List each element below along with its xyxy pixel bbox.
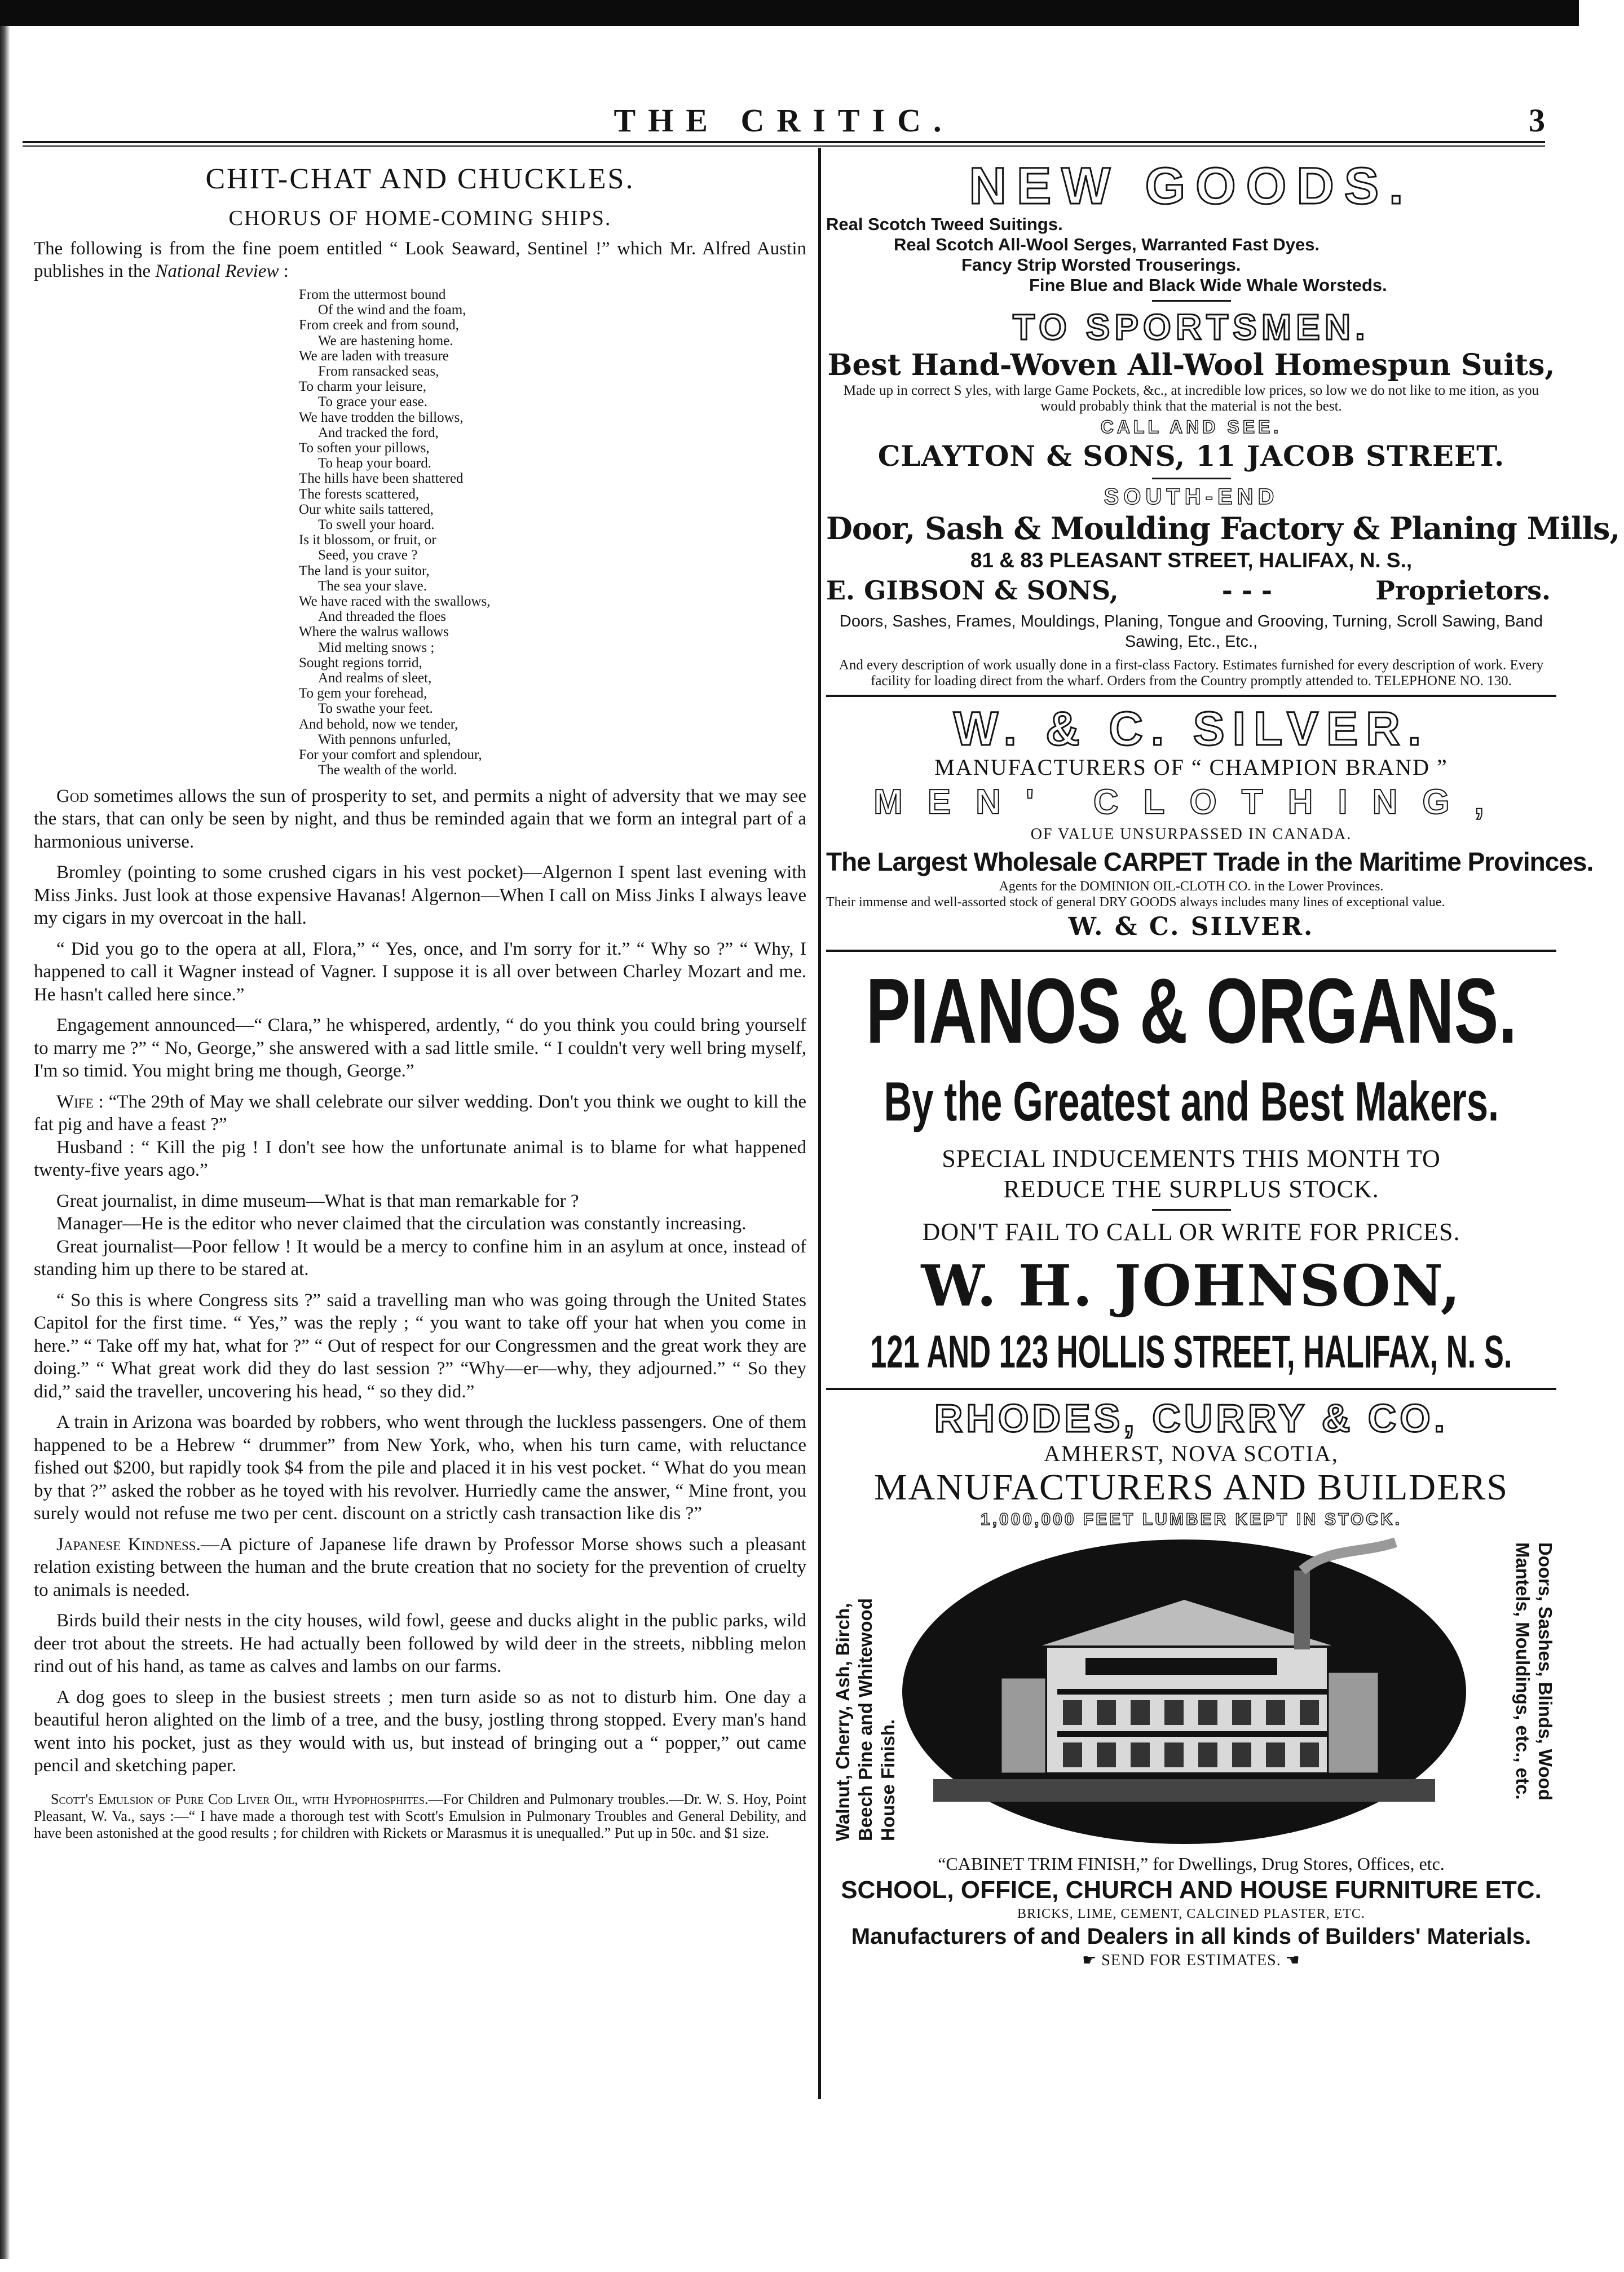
ad-body: And every description of work usually done in a first-class Factory. Estimates furnished for every description of work. Every facility for loading direct from the wharf. Orders from the Country promptly attended to. TELEPHONE NO. 130.: [839, 658, 1544, 689]
divider: [1152, 1209, 1231, 1211]
poem-line: We have trodden the billows,: [299, 409, 464, 425]
ad-line: Agents for the DOMINION OIL-CLOTH CO. in the Lower Provinces.: [999, 879, 1384, 894]
paragraph: Birds build their nests in the city houses, wild fowl, geese and ducks alight in the public parks, wild deer trot about the streets. He had actually been followed by wild deer in the streets, nibbling melon rind out of his hand, as tame as calves and lambs on our farms.: [34, 1611, 806, 1677]
poem-intro: The following is from the fine poem entitled “ Look Seaward, Sentinel !” which Mr. Alfred Austin publishes in the National Review :: [34, 239, 806, 281]
poem-line: The hills have been shattered: [299, 471, 464, 487]
ad-goods: Doors, Sashes, Frames, Mouldings, Planing, Tongue and Grooving, Turning, Scroll Sawing, Band Sawing, Etc., Etc.,: [839, 612, 1543, 651]
article-title: CHORUS OF HOME-COMING SHIPS.: [228, 206, 612, 230]
ad-firm: CLAYTON & SONS, 11 JACOB STREET.: [877, 439, 1505, 473]
scan-left-edge: [0, 26, 10, 2259]
ad-firm-row: [826, 574, 1556, 607]
divider: [826, 1388, 1556, 1390]
poem-line: For your comfort and splendour,: [299, 747, 482, 763]
ad-line: Fancy Strip Worsted Trouserings.: [961, 255, 1241, 275]
ad-sign: W. & C. SILVER.: [1068, 912, 1314, 941]
poem-line: We have raced with the swallows,: [299, 594, 491, 610]
paragraph: Great journalist, in dime museum—What is that man remarkable for ?: [56, 1190, 579, 1211]
ad-line: OF VALUE UNSURPASSED IN CANADA.: [1030, 826, 1352, 843]
factory-image: [899, 1537, 1469, 1847]
poem-line: And behold, now we tender,: [299, 716, 458, 732]
poem-line: Mid melting snows ;: [318, 639, 435, 655]
divider: [1152, 478, 1231, 479]
ad-line: REDUCE THE SURPLUS STOCK.: [1003, 1175, 1379, 1203]
page-header: [23, 96, 1545, 141]
poem-line: From ransacked seas,: [318, 364, 439, 380]
paragraph: Wife : “The 29th of May we shall celebrate our silver wedding. Don't you think we ought to kill the fat pig and have a feast ?”: [34, 1091, 806, 1135]
poem-line: Our white sails tattered,: [299, 501, 434, 517]
column-divider: [818, 148, 821, 2099]
ad-headline: Best Hand-Woven All-Wool Homespun Suits,: [827, 348, 1555, 382]
poem-line: To gem your forehead,: [299, 686, 427, 702]
ad-title: RHODES, CURRY & CO.: [934, 1396, 1449, 1440]
poem: [299, 287, 806, 778]
ad-title: TO SPORTSMEN.: [1013, 307, 1370, 347]
ad-line: “CABINET TRIM FINISH,” for Dwellings, Drug Stores, Offices, etc.: [938, 1854, 1445, 1874]
ad-line: DON'T FAIL TO CALL OR WRITE FOR PRICES.: [922, 1218, 1460, 1246]
header-rule: [23, 141, 1545, 143]
paragraph: Great journalist—Poor fellow ! It would be a mercy to confine him in an asylum at once, instead of standing him up there to be stared at.: [34, 1236, 806, 1280]
scan-top-border: [0, 0, 1579, 26]
paragraph: “ So this is where Congress sits ?” said a travelling man who was going through the United States Capitol for the first time. “ Yes,” was the reply ; “ you want to take off your hat when you come in here.” “ Take off my hat, what for ?” “ Out of respect for our Congressmen and the great work they are doing.” “ What great work did they do last session ?” “Why—er—why, they adjourned.” “ So they did,” said the traveller, uncovering his head, “ so they did.”: [34, 1290, 806, 1402]
ad-body: Made up in correct S yles, with large Game Pockets, &c., at incredible low prices, so low we do not like to me ition, as you would probably think that the material is not the best.: [843, 383, 1539, 414]
ad-line: SPECIAL INDUCEMENTS THIS MONTH TO: [942, 1145, 1441, 1172]
poem-line: And threaded the floes: [318, 609, 447, 625]
poem-line: And realms of sleet,: [318, 670, 432, 686]
poem-line: From creek and from sound,: [299, 317, 459, 333]
poem-line: Where the walrus wallows: [299, 624, 449, 640]
poem-line: To heap your board.: [318, 456, 431, 471]
pointing-hand-icon: ☚: [1281, 1952, 1300, 1969]
paragraph: A dog goes to sleep in the busiest streets ; men turn aside so as not to disturb him. One day a beautiful heron alighted on the limb of a tree, and the busy, jostling throng stopped. Every man's hand went into his pocket, just as they would with us, but instead of bringing out a “ popper,” out came pencil and sketching paper.: [34, 1687, 806, 1776]
ad-silver: [826, 702, 1594, 944]
ad-carpet: The Largest Wholesale CARPET Trade in the Maritime Provinces.: [826, 847, 1594, 876]
ad-line: MANUFACTURERS AND BUILDERS: [873, 1467, 1509, 1508]
page-number: 3: [1529, 102, 1545, 139]
section-title: CHIT-CHAT AND CHUCKLES.: [205, 163, 635, 195]
paragraph: “ Did you go to the opera at all, Flora,” “ Yes, once, and I'm sorry for it.” “ Why so ?” “ Why, I happened to call it Wagner instead of Vagner. I suppose it is all over between Charley Mozart and me. He hasn't called here since.”: [34, 938, 806, 1005]
poem-line: To swell your hoard.: [318, 517, 435, 533]
factory-engraving: [826, 1531, 1556, 1852]
ad-line: Real Scotch Tweed Suitings.: [826, 214, 1063, 234]
ad-headline: Door, Sash & Moulding Factory & Planing Mills,: [826, 510, 1620, 546]
ad-proprietors: Proprietors.: [1375, 575, 1551, 606]
paragraph: Manager—He is the editor who never claimed that the circulation was constantly increasing.: [56, 1214, 747, 1234]
ad-vertical-right: Doors, Sashes, Blinds, Wood Mantels, Mouldings, etc., etc.: [1512, 1542, 1556, 1801]
ad-send-row: [826, 1951, 1556, 1971]
ad-address: 121 AND 123 HOLLIS STREET, HALIFAX, N. S.: [870, 1326, 1512, 1378]
poem-line: And tracked the ford,: [318, 425, 439, 440]
paragraph: Bromley (pointing to some crushed cigars in his vest pocket)—Algernon I spent last evening with Miss Jinks. Just look at those expensive Havanas! Algernon—When I call on Miss Jinks I always leave my cigars in my overcoat in the hall.: [34, 862, 806, 928]
poem-line: To grace your ease.: [318, 394, 427, 410]
ad-line: Their immense and well-assorted stock of general DRY GOODS always includes many lines of exceptional value.: [826, 895, 1445, 910]
advertisement-notice: Scott's Emulsion of Pure Cod Liver Oil, with Hypophosphites.—For Children and Pulmonary troubles.—Dr. W. S. Hoy, Point Pleasant, W. Va., says :—“ I have made a thorough test with Scott's Emulsion in Pulmonary Troubles and General Debility, and have been astonished at the good results ; for children with Rickets or Marasmus it is unequalled.” Put up in 50c. and $1 size.: [34, 1790, 806, 1841]
ad-title: NEW GOODS.: [969, 157, 1414, 215]
ad-line: SCHOOL, OFFICE, CHURCH AND HOUSE FURNITURE ETC.: [841, 1876, 1542, 1904]
ad-firm: E. GIBSON & SONS,: [826, 575, 1119, 606]
poem-line: To charm your leisure,: [299, 379, 426, 395]
poem-line: With pennons unfurled,: [318, 731, 451, 747]
ad-line: Real Scotch All-Wool Serges, Warranted Fast Dyes.: [894, 235, 1320, 254]
ad-new-goods: [826, 158, 1556, 295]
divider: [1152, 300, 1231, 302]
poem-line: The forests scattered,: [299, 486, 420, 502]
paragraph: Engagement announced—“ Clara,” he whispered, ardently, “ do you think you could bring yourself to marry me ?” “ No, George,” she answered with a sad little smile. “ I couldn't very well bring myself, I'm so timid. You might bring me though, George.”: [34, 1015, 806, 1081]
ad-line: Manufacturers of and Dealers in all kinds of Builders' Materials.: [851, 1924, 1532, 1949]
poem-line: We are hastening home.: [318, 333, 453, 348]
ad-south-end: [826, 484, 1620, 689]
ad-sportsmen: [826, 306, 1556, 473]
ad-line: AMHERST, NOVA SCOTIA,: [1044, 1441, 1339, 1466]
ad-address: 81 & 83 PLEASANT STREET, HALIFAX, N. S.,: [970, 549, 1413, 572]
ad-line: BRICKS, LIME, CEMENT, CALCINED PLASTER, ETC.: [1017, 1907, 1365, 1921]
poem-line: We are laden with treasure: [299, 348, 449, 364]
poem-line: Sought regions torrid,: [299, 655, 422, 670]
ad-firm: W. H. JOHNSON,: [921, 1252, 1462, 1319]
pointing-hand-icon: ☛: [1082, 1952, 1102, 1969]
ad-clothing: MEN' CLOTHING,: [873, 783, 1509, 822]
ad-line: 1,000,000 FEET LUMBER KEPT IN STOCK.: [981, 1510, 1402, 1529]
ad-pianos: [826, 958, 1556, 1382]
poem-line: The wealth of the world.: [318, 762, 457, 778]
divider: [826, 695, 1556, 697]
right-column: [826, 157, 1620, 2109]
left-column: [34, 158, 806, 2109]
masthead: THE CRITIC.: [614, 102, 954, 139]
header-rule-thin: [23, 145, 1545, 147]
ad-call: CALL AND SEE.: [1100, 417, 1282, 437]
poem-line: The land is your suitor,: [299, 563, 430, 579]
ad-vertical-left: Walnut, Cherry, Ash, Birch, Beech Pine and Whitewood House Finish.: [832, 1598, 898, 1841]
poem-line: To swathe your feet.: [318, 701, 433, 717]
paragraph: A train in Arizona was boarded by robbers, who went through the luckless passengers. One of them happened to be a Hebrew “ drummer” from New York, who, when his turn came, with reluctance fished out $200, but rapidly took $4 from the pile and placed it in his vest pocket. “ What do you mean by that ?” asked the robber as he toyed with his revolver. Hurriedly came the answer, “ Mine front, you surely would not refuse me two per cent. discount on a strictly cash transaction like dis ?”: [34, 1412, 806, 1524]
ad-line: SEND FOR ESTIMATES.: [1101, 1952, 1281, 1969]
poem-line: Seed, you crave ?: [318, 548, 418, 563]
ad-line: Fine Blue and Black Wide Whale Worsteds.: [1029, 275, 1387, 295]
poem-line: From the uttermost bound: [299, 287, 446, 302]
ad-title: SOUTH-END: [1104, 484, 1279, 509]
ad-rhodes-curry: [826, 1396, 1556, 1971]
divider: [826, 950, 1556, 952]
ad-line: MANUFACTURERS OF “ CHAMPION BRAND ”: [934, 755, 1448, 780]
ad-title: PIANOS & ORGANS.: [866, 959, 1517, 1062]
paragraph: Husband : “ Kill the pig ! I don't see how the unfortunate animal is to blame for what happened twenty-five years ago.”: [34, 1137, 806, 1180]
ad-title: W. & C. SILVER.: [953, 702, 1429, 755]
poem-line: To soften your pillows,: [299, 440, 430, 456]
paragraph: Japanese Kindness.—A picture of Japanese life drawn by Professor Morse shows such a pleasant relation existing between the human and the brute creation that no society for the prevention of cruelty to animals is needed.: [34, 1534, 806, 1600]
poem-line: The sea your slave.: [318, 578, 427, 594]
ad-dashes: - - -: [1221, 575, 1273, 606]
poem-line: Of the wind and the foam,: [318, 302, 466, 318]
paragraph: God sometimes allows the sun of prosperity to set, and permits a night of adversity that we may see the stars, that can only be seen by night, and thus be reminded again that we form an integral part of a harmonious universe.: [34, 786, 806, 852]
ad-subtitle: By the Greatest and Best Makers.: [884, 1070, 1499, 1132]
poem-line: Is it blossom, or fruit, or: [299, 532, 436, 548]
